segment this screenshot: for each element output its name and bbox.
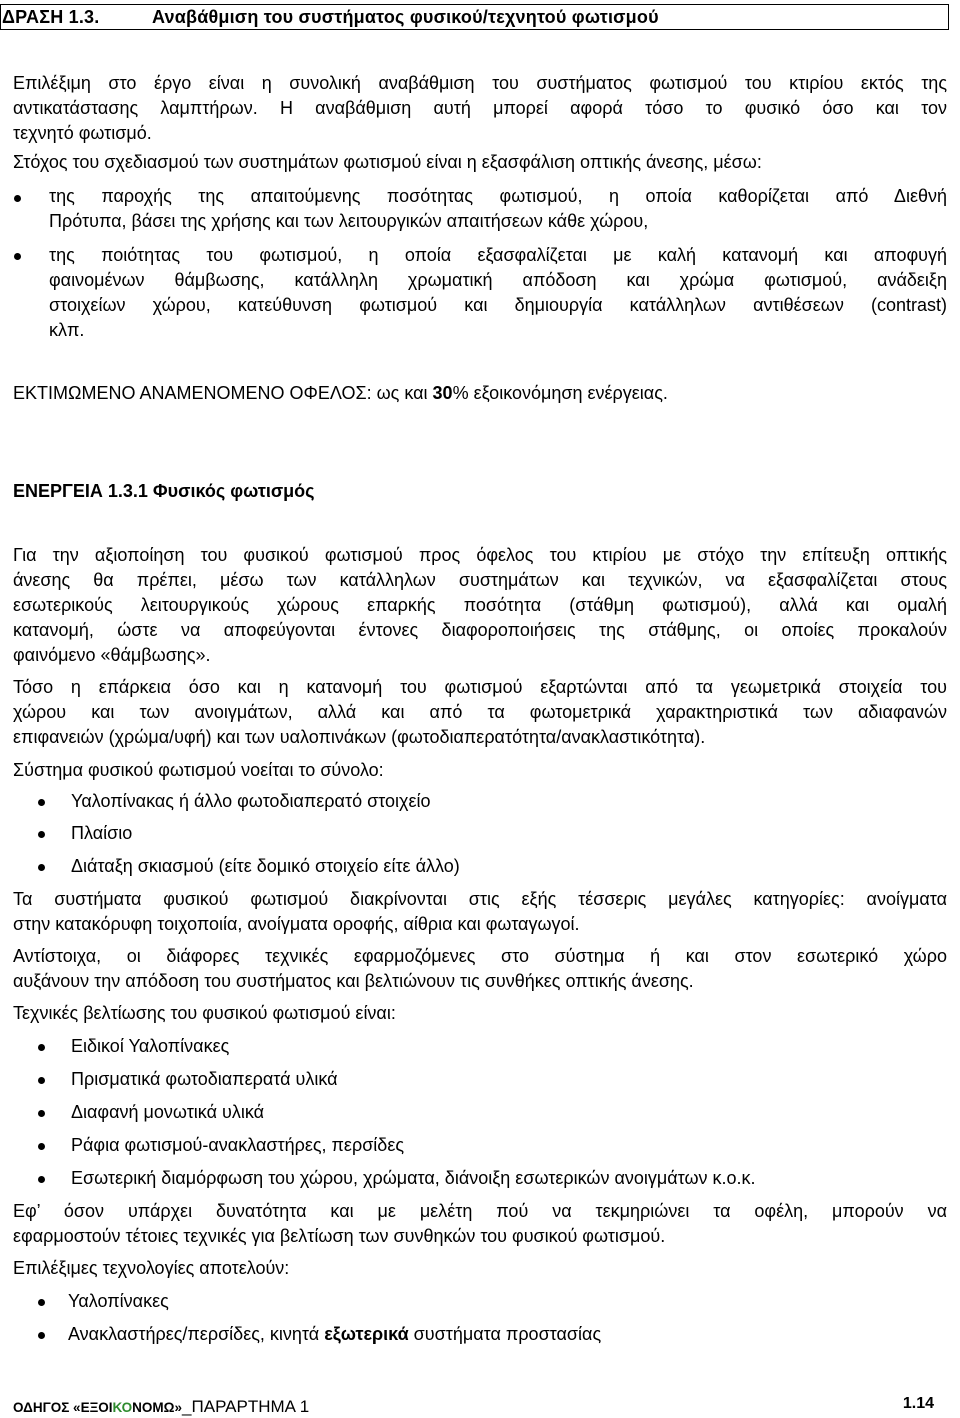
- paragraph-line: Τόσο η επάρκεια όσο και η κατανομή του φωτισμού εξαρτώνται από τα γεωμετρικά στοιχεία του: [13, 677, 947, 697]
- list-item: [68, 1324, 601, 1345]
- paragraph-line: Για την αξιοποίηση του φυσικού φωτισμού προς όφελος του κτιρίου με στόχο την επίτευξη οπτικής: [13, 545, 947, 565]
- bullet-icon: [14, 195, 21, 202]
- section-title-box: [0, 4, 949, 30]
- benefit-prefix: ΕΚΤΙΜΩΜΕΝΟ ΑΝΑΜΕΝΟΜΕΝΟ ΟΦΕΛΟΣ: ως και: [13, 383, 433, 403]
- benefit-value: 30: [432, 383, 453, 403]
- bullet-icon: [38, 1077, 45, 1084]
- paragraph-line: κατανομή, ώστε να αποφεύγονται έντονες διαφοροποιήσεις της στάθμης, οι οποίες προκαλούν: [13, 620, 947, 640]
- list-item-text: συστήματα προστασίας: [408, 1324, 602, 1344]
- bullet-icon: [38, 799, 45, 806]
- bullet-icon: [38, 1110, 45, 1117]
- footer-guide: [13, 1397, 309, 1417]
- paragraph-line: Σύστημα φυσικού φωτισμού νοείται το σύνολο:: [13, 760, 384, 780]
- paragraph-line: χώρου και των ανοιγμάτων, αλλά και από τα φωτομετρικά χαρακτηριστικά των αδιαφανών: [13, 702, 947, 722]
- paragraph-line: επιφανειών (χρώμα/υφή) και των υαλοπινάκων (φωτοδιαπερατότητα/ανακλαστικότητα).: [13, 727, 706, 747]
- list-item: Πλαίσιο: [71, 823, 133, 843]
- bullet-text: στοιχείων χώρου, κατεύθυνση φωτισμού και δημιουργία κατάλληλων αντιθέσεων (contrast): [49, 295, 947, 315]
- bullet-icon: [38, 1176, 45, 1183]
- footer-guide-label: ΟΔΗΓΟΣ «: [13, 1400, 81, 1415]
- list-item-text: Ανακλαστήρες/περσίδες, κινητά: [68, 1324, 325, 1344]
- paragraph-line: στην κατακόρυφη τοιχοποιία, ανοίγματα οροφής, αίθρια και φωταγωγοί.: [13, 914, 580, 934]
- action-code: ΔΡΑΣΗ 1.3.: [2, 7, 100, 27]
- paragraph-line: αυξάνουν την απόδοση του συστήματος και βελτιώνουν τις συνθήκες οπτικής άνεσης.: [13, 971, 694, 991]
- bullet-icon: [38, 864, 45, 871]
- bullet-icon: [14, 253, 21, 260]
- expected-benefit: [13, 383, 947, 404]
- list-item: Διάταξη σκιασμού (είτε δομικό στοιχείο είτε άλλο): [71, 856, 460, 876]
- footer-brand-part: ΝΟΜΩ: [132, 1400, 175, 1415]
- footer-brand-part: ΕΞΟΙ: [80, 1400, 113, 1415]
- bullet-text: κλπ.: [49, 320, 85, 340]
- bullet-text: της παροχής της απαιτούμενης ποσότητας φωτισμού, η οποία καθορίζεται από Διεθνή: [49, 186, 947, 206]
- paragraph-line: εσωτερικούς λειτουργικούς χώρους επαρκής ποσότητα (στάθμη φωτισμού), αλλά και ομαλή: [13, 595, 947, 615]
- footer-guide-end: »: [174, 1400, 183, 1415]
- list-item-emphasis: εξωτερικά: [324, 1324, 409, 1344]
- paragraph-line: Αντίστοιχα, οι διάφορες τεχνικές εφαρμοζόμενες στο σύστημα ή και στον εσωτερικό χώρο: [13, 946, 947, 966]
- list-item: Πρισματικά φωτοδιαπερατά υλικά: [71, 1069, 338, 1089]
- bullet-icon: [38, 831, 45, 838]
- paragraph-line: Τα συστήματα φυσικού φωτισμού διακρίνονται στις εξής τέσσερις μεγάλες κατηγορίες: ανοίγματα: [13, 889, 947, 909]
- paragraph-line: φαινόμενο «θάμβωσης».: [13, 645, 211, 665]
- bullet-icon: [38, 1332, 45, 1339]
- action-title: Αναβάθμιση του συστήματος φυσικού/τεχνητού φωτισμού: [152, 7, 659, 27]
- list-item: Διαφανή μονωτικά υλικά: [71, 1102, 265, 1122]
- footer-brand-part: ΚΟ: [112, 1400, 133, 1415]
- paragraph-line: εφαρμοστούν τέτοιες τεχνικές για βελτίωση των συνθηκών του φυσικού φωτισμού.: [13, 1226, 666, 1246]
- bullet-text: Πρότυπα, βάσει της χρήσης και των λειτουργικών απαιτήσεων κάθε χώρου,: [49, 211, 649, 231]
- paragraph-line: Εφ’ όσον υπάρχει δυνατότητα και με μελέτη πού να τεκμηριώνει τα οφέλη, μπορούν να: [13, 1201, 947, 1221]
- bullet-text: φαινομένων θάμβωσης, κατάλληλη χρωματική απόδοση και χρώμα φωτισμού, ανάδειξη: [49, 270, 947, 290]
- bullet-icon: [38, 1143, 45, 1150]
- intro-line: τεχνητό φωτισμό.: [13, 123, 152, 143]
- list-item: Εσωτερική διαμόρφωση του χώρου, χρώματα, διάνοιξη εσωτερικών ανοιγμάτων κ.ο.κ.: [71, 1168, 756, 1188]
- bullet-icon: [38, 1299, 45, 1306]
- benefit-suffix: % εξοικονόμηση ενέργειας.: [452, 383, 668, 403]
- list-item: Ειδικοί Υαλοπίνακες: [71, 1036, 230, 1056]
- section-heading: ΕΝΕΡΓΕΙΑ 1.3.1 Φυσικός φωτισμός: [13, 481, 315, 501]
- intro-line: αντικατάστασης λαμπτήρων. Η αναβάθμιση αυτή μπορεί αφορά τόσο το φυσικό όσο και τον: [13, 98, 947, 118]
- intro-goal: Στόχος του σχεδιασμού των συστημάτων φωτισμού είναι η εξασφάλιση οπτικής άνεσης, μέσω:: [13, 152, 762, 172]
- page-number: 1.14: [902, 1395, 934, 1412]
- list-item: Υαλοπίνακας ή άλλο φωτοδιαπερατό στοιχείο: [71, 791, 431, 811]
- paragraph-line: Τεχνικές βελτίωσης του φυσικού φωτισμού είναι:: [13, 1003, 396, 1023]
- intro-line: Επιλέξιμη στο έργο είναι η συνολική αναβάθμιση του συστήματος φωτισμού του κτιρίου εκτός της: [13, 73, 947, 93]
- list-item: Ράφια φωτισμού-ανακλαστήρες, περσίδες: [71, 1135, 405, 1155]
- bullet-text: της ποιότητας του φωτισμού, η οποία εξασφαλίζεται με καλή κατανομή και αποφυγή: [49, 245, 947, 265]
- footer-annex: _ΠΑΡΑΡΤΗΜΑ 1: [182, 1397, 310, 1416]
- paragraph-line: Επιλέξιμες τεχνολογίες αποτελούν:: [13, 1258, 290, 1278]
- paragraph-line: άνεσης θα πρέπει, μέσω των κατάλληλων συστημάτων και τεχνικών, να εξασφαλίζεται στους: [13, 570, 947, 590]
- list-item: Υαλοπίνακες: [68, 1291, 169, 1311]
- bullet-icon: [38, 1044, 45, 1051]
